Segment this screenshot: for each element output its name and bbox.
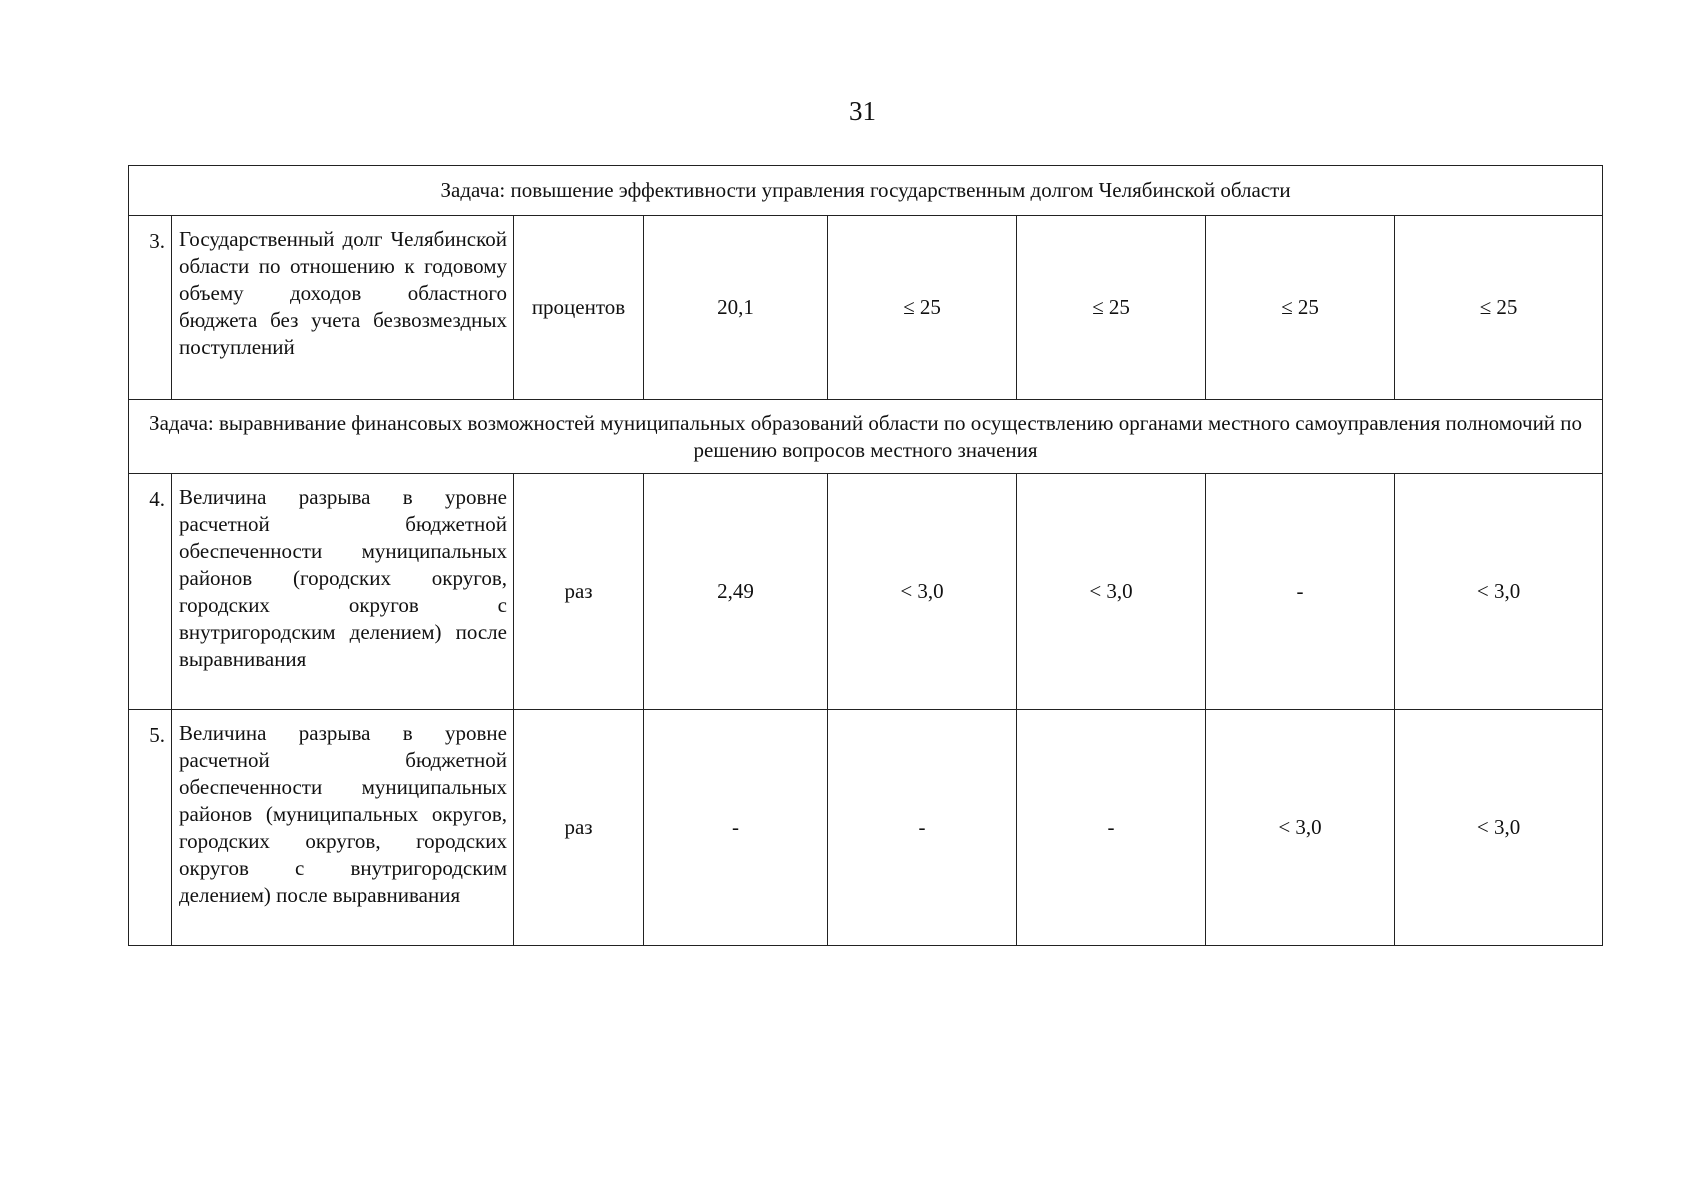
value-cell: ≤ 25 bbox=[1206, 216, 1395, 400]
task-row bbox=[129, 166, 1603, 216]
table-row bbox=[129, 216, 1603, 400]
indicators-table bbox=[128, 165, 1603, 946]
task-heading: Задача: выравнивание финансовых возможностей муниципальных образований области по осуществлению органами местного самоуправления полномочий по решению вопросов местного значения bbox=[129, 400, 1603, 474]
value-cell: < 3,0 bbox=[1395, 474, 1603, 710]
table-row bbox=[129, 474, 1603, 710]
value-cell: < 3,0 bbox=[1395, 710, 1603, 946]
unit-cell: раз bbox=[514, 710, 644, 946]
unit-cell: раз bbox=[514, 474, 644, 710]
value-cell: 20,1 bbox=[644, 216, 828, 400]
value-cell: < 3,0 bbox=[1017, 474, 1206, 710]
table-row bbox=[129, 710, 1603, 946]
indicator-name: Государственный долг Челябинской области по отношению к годовому объему доходов областного бюджета без учета безвозмездных поступлений bbox=[172, 216, 514, 400]
indicator-name: Величина разрыва в уровне расчетной бюджетной обеспеченности муниципальных районов (городских округов, городских округов с внутригородским делением) после выравнивания bbox=[172, 474, 514, 710]
indicator-name: Величина разрыва в уровне расчетной бюджетной обеспеченности муниципальных районов (муниципальных округов, городских округов, городских округов с внутригородским делением) после выравнивания bbox=[172, 710, 514, 946]
value-cell: < 3,0 bbox=[828, 474, 1017, 710]
task-heading: Задача: повышение эффективности управления государственным долгом Челябинской области bbox=[129, 166, 1603, 216]
value-cell: - bbox=[828, 710, 1017, 946]
value-cell: - bbox=[1017, 710, 1206, 946]
task-row bbox=[129, 400, 1603, 474]
unit-cell: процентов bbox=[514, 216, 644, 400]
row-number: 4. bbox=[129, 474, 172, 710]
value-cell: - bbox=[1206, 474, 1395, 710]
row-number: 3. bbox=[129, 216, 172, 400]
value-cell: ≤ 25 bbox=[1017, 216, 1206, 400]
value-cell: 2,49 bbox=[644, 474, 828, 710]
row-number: 5. bbox=[129, 710, 172, 946]
value-cell: ≤ 25 bbox=[1395, 216, 1603, 400]
value-cell: ≤ 25 bbox=[828, 216, 1017, 400]
value-cell: < 3,0 bbox=[1206, 710, 1395, 946]
page-number: 31 bbox=[849, 96, 876, 126]
value-cell: - bbox=[644, 710, 828, 946]
